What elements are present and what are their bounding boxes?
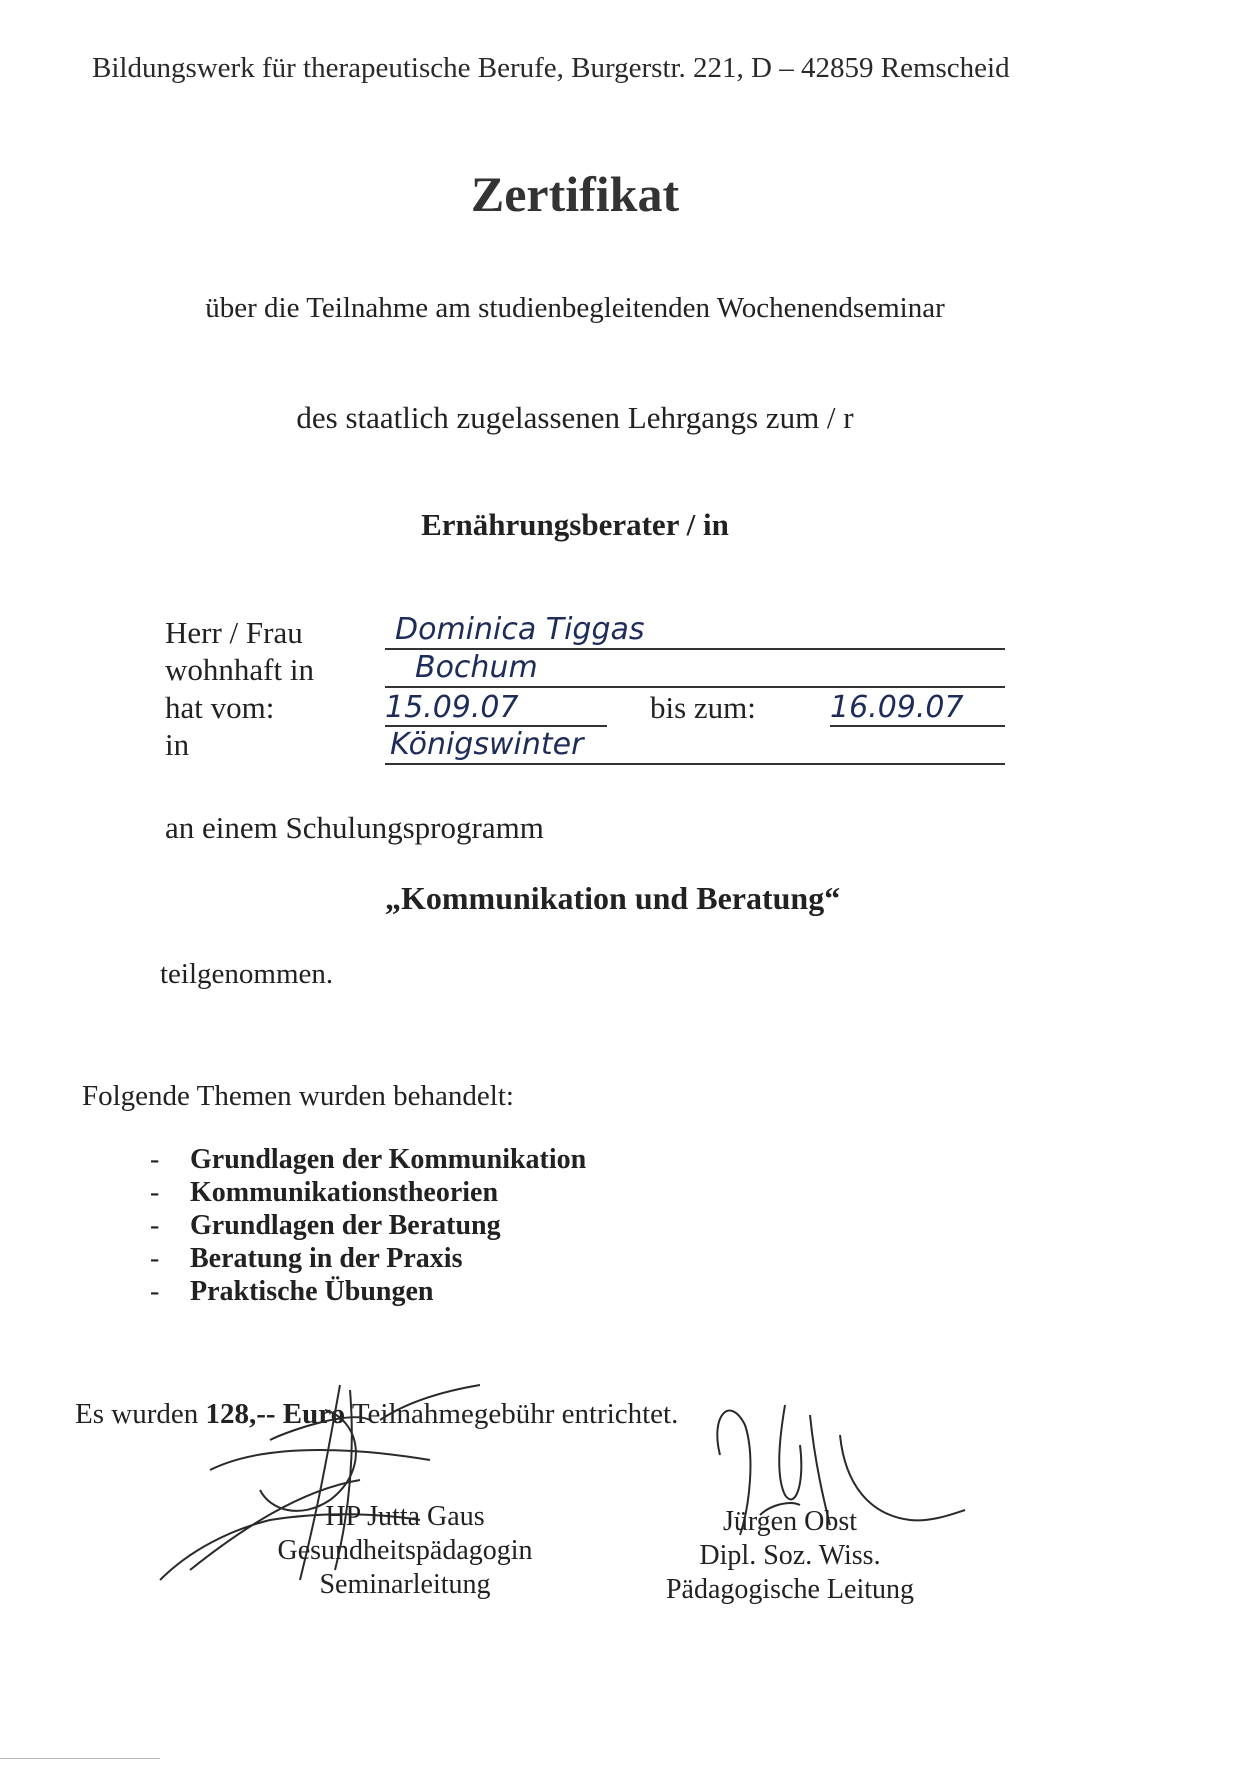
signer-right-name: Jürgen Obst: [722, 1506, 858, 1537]
bullet-dash: -: [150, 1210, 160, 1241]
list-item: [150, 1275, 586, 1308]
residence-handwritten: Bochum: [415, 650, 538, 685]
residence-line: [385, 686, 1005, 688]
program-intro: an einem Schulungsprogramm: [165, 810, 544, 845]
certificate-subtitle-2: des staatlich zugelassenen Lehrgangs zum / r: [296, 400, 854, 435]
signature-left: [205, 1500, 605, 1602]
bullet-dash: -: [150, 1276, 160, 1307]
signer-left-role: Seminarleitung: [319, 1569, 491, 1600]
bullet-dash: -: [150, 1243, 160, 1274]
program-name: „Kommunikation und Beratung“: [385, 880, 841, 916]
completion-text: teilgenommen.: [160, 958, 334, 990]
signer-right-title: Dipl. Soz. Wiss.: [699, 1540, 881, 1571]
name-handwritten: Dominica Tiggas: [395, 612, 645, 647]
name-label: Herr / Frau: [165, 615, 303, 650]
certificate-subtitle-1: über die Teilnahme am studienbegleitenden Wochenendseminar: [205, 292, 945, 324]
bullet-dash: -: [150, 1144, 160, 1175]
list-item: [150, 1209, 586, 1242]
from-handwritten: 15.09.07: [385, 690, 519, 725]
residence-label: wohnhaft in: [165, 652, 314, 687]
list-item: [150, 1176, 586, 1209]
to-line: [830, 725, 1005, 727]
topics-list: [150, 1143, 586, 1308]
topic-label: Praktische Übungen: [190, 1276, 434, 1307]
footer-divider: [0, 1758, 160, 1759]
fee-prefix: Es wurden: [75, 1398, 199, 1430]
topic-label: Beratung in der Praxis: [190, 1243, 463, 1274]
to-label: bis zum:: [650, 690, 756, 725]
place-label: in: [165, 727, 190, 762]
from-label: hat vom:: [165, 690, 275, 725]
course-name: Ernährungsberater / in: [421, 507, 729, 542]
certificate-title: Zertifikat: [470, 166, 680, 222]
institution-header: Bildungswerk für therapeutische Berufe, Burgerstr. 221, D – 42859 Remscheid: [92, 52, 1010, 84]
bullet-dash: -: [150, 1177, 160, 1208]
signer-right-role: Pädagogische Leitung: [665, 1574, 915, 1605]
to-handwritten: 16.09.07: [830, 690, 964, 725]
place-line: [385, 763, 1005, 765]
place-handwritten: Königswinter: [390, 727, 584, 762]
fee-suffix: Teilnahmegebühr entrichtet.: [351, 1398, 679, 1430]
signer-left-name: HP Jutta Gaus: [325, 1501, 485, 1532]
topic-label: Grundlagen der Beratung: [190, 1210, 501, 1241]
list-item: [150, 1242, 586, 1275]
fee-amount: 128,-- Euro: [205, 1398, 346, 1430]
list-item: [150, 1143, 586, 1176]
topic-label: Kommunikationstheorien: [190, 1177, 499, 1208]
signature-right: [640, 1505, 940, 1607]
topics-label: Folgende Themen wurden behandelt:: [82, 1080, 514, 1112]
signer-left-title: Gesundheitspädagogin: [277, 1535, 533, 1566]
topic-label: Grundlagen der Kommunikation: [190, 1144, 587, 1175]
